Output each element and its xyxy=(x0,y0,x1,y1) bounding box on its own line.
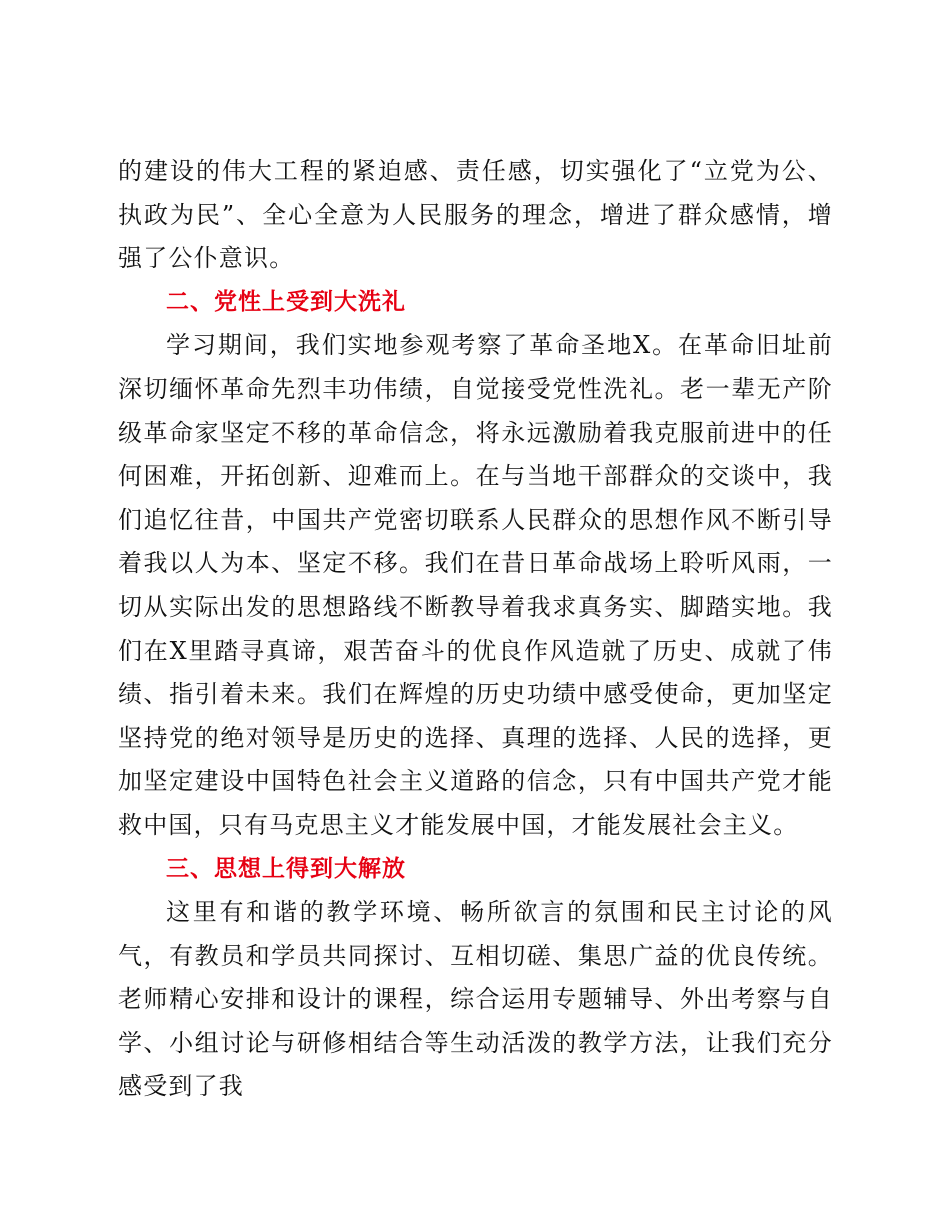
section-heading-thought-liberation: 三、思想上得到大解放 xyxy=(166,855,406,882)
paragraph-thought-liberation: 这里有和谐的教学环境、畅所欲言的氛围和民主讨论的风气，有教员和学员共同探讨、互相切磋、集思广益的优良传统。老师精心安排和设计的课程，综合运用专题辅导、外出考察与自学、小组讨论与研修相结合等生动活泼的教学方法，让我们充分感受到了我 xyxy=(118,898,833,1101)
section-heading-party-spirit: 二、党性上受到大洗礼 xyxy=(166,288,406,315)
paragraph-intro: 的建设的伟大工程的紧迫感、责任感，切实强化了“立党为公、执政为民”、全心全意为人民服务的理念，增进了群众感情，增强了公仆意识。 xyxy=(118,157,833,273)
paragraph-party-spirit: 学习期间，我们实地参观考察了革命圣地X。在革命旧址前深切缅怀革命先烈丰功伟绩，自觉接受党性洗礼。老一辈无产阶级革命家坚定不移的革命信念，将永远激励着我克服前进中的任何困难，开拓创新、迎难而上。在与当地干部群众的交谈中，我们追忆往昔，中国共产党密切联系人民群众的思想作风不断引导着我以人为本、坚定不移。我们在昔日革命战场上聆听风雨，一切从实际出发的思想路线不断教导着我求真务实、脚踏实地。我们在X里踏寻真谛，艰苦奋斗的优良作风造就了历史、成就了伟绩、指引着未来。我们在辉煌的历史功绩中感受使命，更加坚定坚持党的绝对领导是历史的选择、真理的选择、人民的选择，更加坚定建设中国特色社会主义道路的信念，只有中国共产党才能救中国，只有马克思主义才能发展中国，才能发展社会主义。 xyxy=(118,331,833,839)
document-body xyxy=(118,150,833,1109)
